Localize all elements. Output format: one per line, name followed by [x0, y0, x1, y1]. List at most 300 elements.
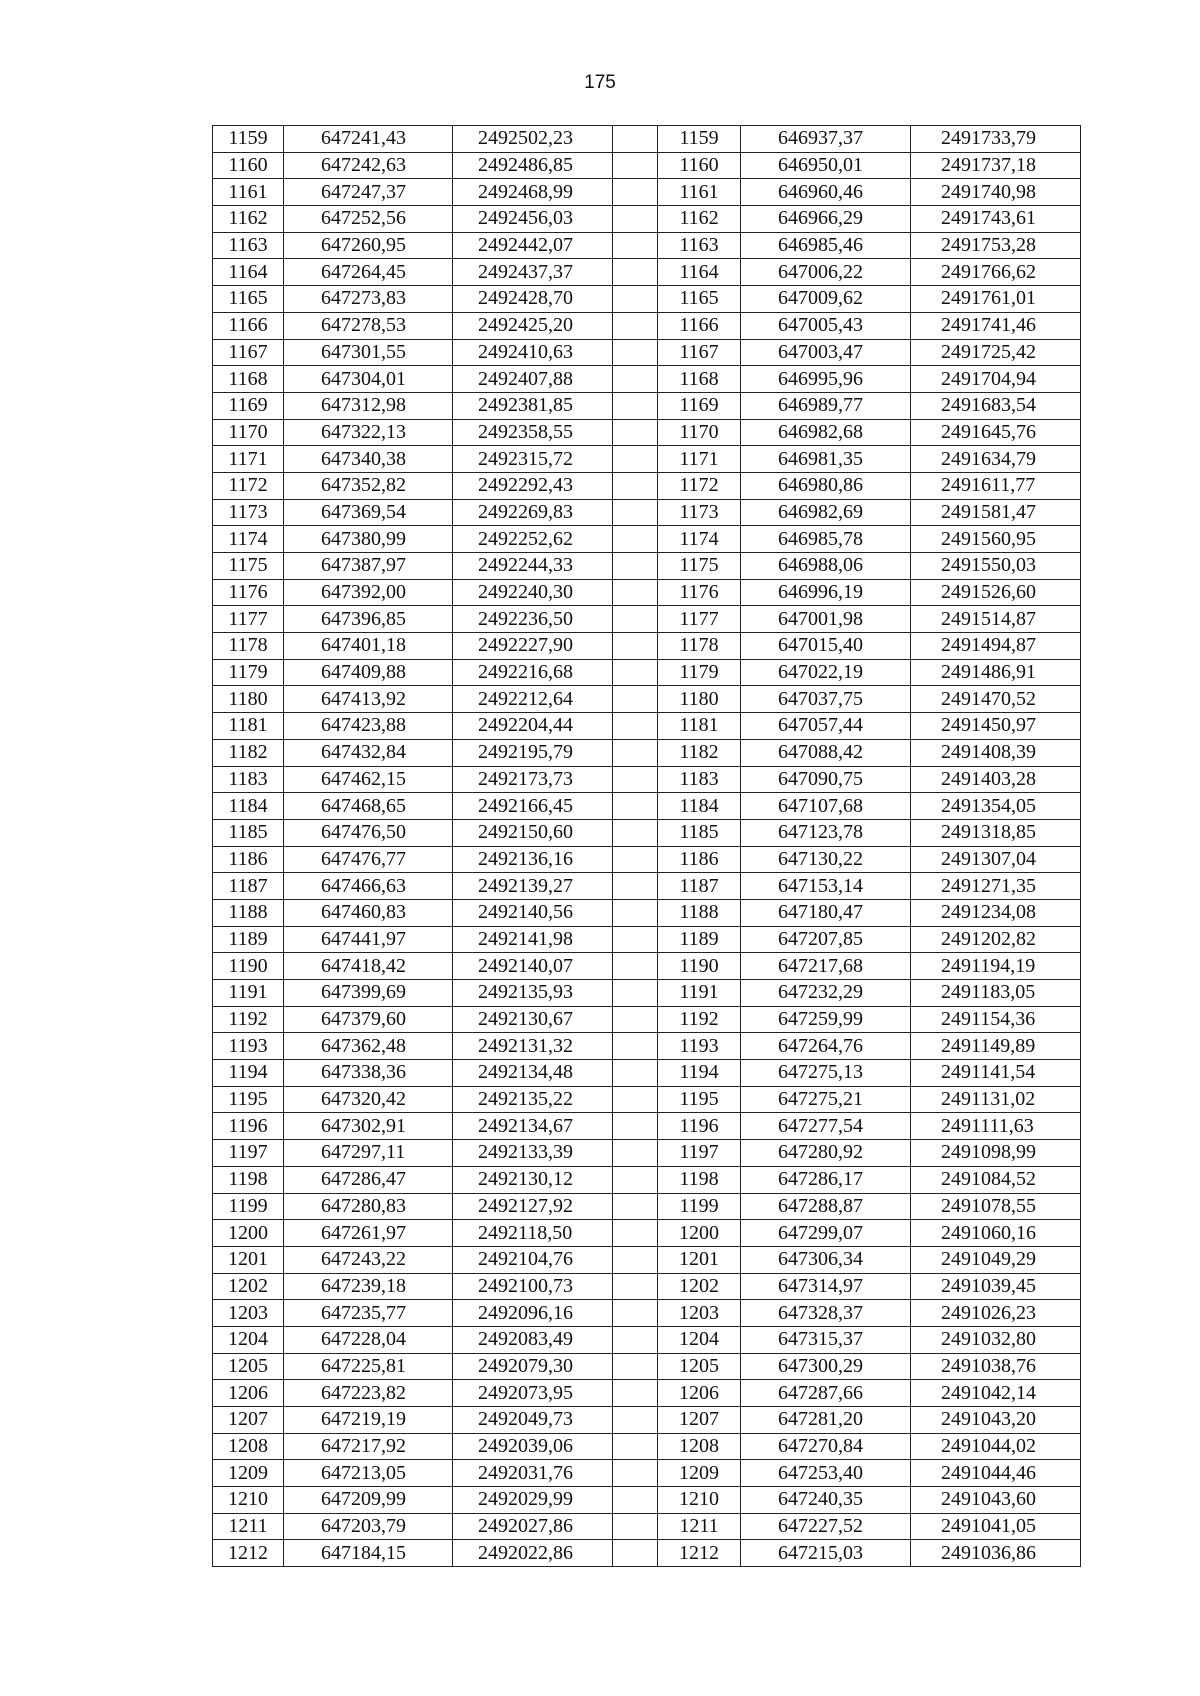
- x-coordinate: 646937,37: [741, 126, 911, 153]
- y-coordinate: 2491634,79: [911, 446, 1081, 473]
- x-coordinate: 647235,77: [284, 1300, 453, 1327]
- table-row: [213, 152, 1081, 179]
- y-coordinate: 2491038,76: [911, 1353, 1081, 1380]
- spacer-cell: [613, 259, 658, 286]
- y-coordinate: 2491039,45: [911, 1273, 1081, 1300]
- spacer-cell: [613, 1513, 658, 1540]
- point-number: 1199: [658, 1193, 741, 1220]
- x-coordinate: 647441,97: [284, 926, 453, 953]
- table-row: [213, 1353, 1081, 1380]
- point-number: 1211: [213, 1513, 284, 1540]
- y-coordinate: 2492022,86: [453, 1540, 613, 1567]
- point-number: 1171: [213, 446, 284, 473]
- point-number: 1205: [213, 1353, 284, 1380]
- table-row: [213, 1060, 1081, 1087]
- table-row: [213, 1220, 1081, 1247]
- table-row: [213, 1540, 1081, 1567]
- x-coordinate: 647278,53: [284, 312, 453, 339]
- table-row: [213, 766, 1081, 793]
- spacer-cell: [613, 1033, 658, 1060]
- table-row: [213, 659, 1081, 686]
- point-number: 1190: [213, 953, 284, 980]
- x-coordinate: 646981,35: [741, 446, 911, 473]
- x-coordinate: 647301,55: [284, 339, 453, 366]
- point-number: 1159: [658, 126, 741, 153]
- x-coordinate: 647270,84: [741, 1433, 911, 1460]
- x-coordinate: 646995,96: [741, 366, 911, 393]
- y-coordinate: 2491032,80: [911, 1326, 1081, 1353]
- point-number: 1179: [213, 659, 284, 686]
- point-number: 1200: [213, 1220, 284, 1247]
- table-row: [213, 553, 1081, 580]
- x-coordinate: 647217,68: [741, 953, 911, 980]
- table-row: [213, 1246, 1081, 1273]
- y-coordinate: 2491044,46: [911, 1460, 1081, 1487]
- x-coordinate: 647275,21: [741, 1086, 911, 1113]
- point-number: 1183: [658, 766, 741, 793]
- coordinates-table: [212, 125, 1081, 1567]
- table-row: [213, 419, 1081, 446]
- point-number: 1171: [658, 446, 741, 473]
- x-coordinate: 646989,77: [741, 392, 911, 419]
- y-coordinate: 2492486,85: [453, 152, 613, 179]
- point-number: 1201: [213, 1246, 284, 1273]
- point-number: 1167: [213, 339, 284, 366]
- point-number: 1179: [658, 659, 741, 686]
- x-coordinate: 647239,18: [284, 1273, 453, 1300]
- point-number: 1178: [658, 633, 741, 660]
- x-coordinate: 647009,62: [741, 286, 911, 313]
- point-number: 1194: [658, 1060, 741, 1087]
- y-coordinate: 2492127,92: [453, 1193, 613, 1220]
- table-row: [213, 1407, 1081, 1434]
- x-coordinate: 647264,45: [284, 259, 453, 286]
- point-number: 1163: [658, 232, 741, 259]
- y-coordinate: 2492027,86: [453, 1513, 613, 1540]
- point-number: 1170: [658, 419, 741, 446]
- y-coordinate: 2491737,18: [911, 152, 1081, 179]
- x-coordinate: 647242,63: [284, 152, 453, 179]
- spacer-cell: [613, 713, 658, 740]
- x-coordinate: 647280,83: [284, 1193, 453, 1220]
- point-number: 1210: [658, 1487, 741, 1514]
- y-coordinate: 2491514,87: [911, 606, 1081, 633]
- y-coordinate: 2491611,77: [911, 472, 1081, 499]
- x-coordinate: 647130,22: [741, 846, 911, 873]
- point-number: 1167: [658, 339, 741, 366]
- table-row: [213, 366, 1081, 393]
- spacer-cell: [613, 126, 658, 153]
- point-number: 1162: [213, 206, 284, 233]
- y-coordinate: 2492130,12: [453, 1166, 613, 1193]
- spacer-cell: [613, 206, 658, 233]
- point-number: 1195: [213, 1086, 284, 1113]
- point-number: 1162: [658, 206, 741, 233]
- table-row: [213, 446, 1081, 473]
- y-coordinate: 2491743,61: [911, 206, 1081, 233]
- point-number: 1205: [658, 1353, 741, 1380]
- point-number: 1209: [658, 1460, 741, 1487]
- table-row: [213, 259, 1081, 286]
- x-coordinate: 647005,43: [741, 312, 911, 339]
- table-row: [213, 232, 1081, 259]
- y-coordinate: 2491740,98: [911, 179, 1081, 206]
- spacer-cell: [613, 953, 658, 980]
- x-coordinate: 647462,15: [284, 766, 453, 793]
- x-coordinate: 647280,92: [741, 1140, 911, 1167]
- x-coordinate: 647320,42: [284, 1086, 453, 1113]
- x-coordinate: 647338,36: [284, 1060, 453, 1087]
- point-number: 1164: [213, 259, 284, 286]
- point-number: 1180: [213, 686, 284, 713]
- table-row: [213, 499, 1081, 526]
- y-coordinate: 2492358,55: [453, 419, 613, 446]
- x-coordinate: 647037,75: [741, 686, 911, 713]
- point-number: 1211: [658, 1513, 741, 1540]
- y-coordinate: 2491084,52: [911, 1166, 1081, 1193]
- point-number: 1189: [213, 926, 284, 953]
- y-coordinate: 2492252,62: [453, 526, 613, 553]
- point-number: 1176: [658, 579, 741, 606]
- point-number: 1202: [213, 1273, 284, 1300]
- point-number: 1173: [658, 499, 741, 526]
- y-coordinate: 2491526,60: [911, 579, 1081, 606]
- y-coordinate: 2491141,54: [911, 1060, 1081, 1087]
- point-number: 1188: [658, 899, 741, 926]
- y-coordinate: 2492104,76: [453, 1246, 613, 1273]
- point-number: 1160: [213, 152, 284, 179]
- y-coordinate: 2492410,63: [453, 339, 613, 366]
- y-coordinate: 2492083,49: [453, 1326, 613, 1353]
- x-coordinate: 647299,07: [741, 1220, 911, 1247]
- y-coordinate: 2492437,37: [453, 259, 613, 286]
- x-coordinate: 647217,92: [284, 1433, 453, 1460]
- x-coordinate: 647240,35: [741, 1487, 911, 1514]
- spacer-cell: [613, 1140, 658, 1167]
- y-coordinate: 2491234,08: [911, 899, 1081, 926]
- x-coordinate: 647227,52: [741, 1513, 911, 1540]
- spacer-cell: [613, 286, 658, 313]
- y-coordinate: 2491486,91: [911, 659, 1081, 686]
- x-coordinate: 646985,46: [741, 232, 911, 259]
- point-number: 1206: [658, 1380, 741, 1407]
- spacer-cell: [613, 1220, 658, 1247]
- point-number: 1180: [658, 686, 741, 713]
- x-coordinate: 647184,15: [284, 1540, 453, 1567]
- x-coordinate: 647088,42: [741, 739, 911, 766]
- table-row: [213, 1513, 1081, 1540]
- point-number: 1176: [213, 579, 284, 606]
- point-number: 1210: [213, 1487, 284, 1514]
- x-coordinate: 647423,88: [284, 713, 453, 740]
- point-number: 1164: [658, 259, 741, 286]
- x-coordinate: 647123,78: [741, 819, 911, 846]
- point-number: 1195: [658, 1086, 741, 1113]
- x-coordinate: 647215,03: [741, 1540, 911, 1567]
- table-row: [213, 686, 1081, 713]
- x-coordinate: 646960,46: [741, 179, 911, 206]
- x-coordinate: 646966,29: [741, 206, 911, 233]
- y-coordinate: 2491733,79: [911, 126, 1081, 153]
- y-coordinate: 2491494,87: [911, 633, 1081, 660]
- x-coordinate: 647399,69: [284, 980, 453, 1007]
- x-coordinate: 647306,34: [741, 1246, 911, 1273]
- y-coordinate: 2491271,35: [911, 873, 1081, 900]
- spacer-cell: [613, 846, 658, 873]
- point-number: 1177: [658, 606, 741, 633]
- y-coordinate: 2492442,07: [453, 232, 613, 259]
- y-coordinate: 2491149,89: [911, 1033, 1081, 1060]
- y-coordinate: 2491403,28: [911, 766, 1081, 793]
- table-row: [213, 579, 1081, 606]
- x-coordinate: 646996,19: [741, 579, 911, 606]
- y-coordinate: 2491581,47: [911, 499, 1081, 526]
- x-coordinate: 647275,13: [741, 1060, 911, 1087]
- y-coordinate: 2492236,50: [453, 606, 613, 633]
- y-coordinate: 2491183,05: [911, 980, 1081, 1007]
- y-coordinate: 2491131,02: [911, 1086, 1081, 1113]
- spacer-cell: [613, 1166, 658, 1193]
- point-number: 1175: [213, 553, 284, 580]
- point-number: 1188: [213, 899, 284, 926]
- x-coordinate: 647302,91: [284, 1113, 453, 1140]
- y-coordinate: 2491318,85: [911, 819, 1081, 846]
- y-coordinate: 2492407,88: [453, 366, 613, 393]
- x-coordinate: 647328,37: [741, 1300, 911, 1327]
- point-number: 1191: [658, 980, 741, 1007]
- point-number: 1206: [213, 1380, 284, 1407]
- point-number: 1196: [213, 1113, 284, 1140]
- point-number: 1198: [213, 1166, 284, 1193]
- x-coordinate: 647203,79: [284, 1513, 453, 1540]
- point-number: 1181: [213, 713, 284, 740]
- x-coordinate: 647409,88: [284, 659, 453, 686]
- point-number: 1172: [213, 472, 284, 499]
- spacer-cell: [613, 446, 658, 473]
- point-number: 1182: [658, 739, 741, 766]
- table-row: [213, 1166, 1081, 1193]
- point-number: 1174: [658, 526, 741, 553]
- x-coordinate: 647300,29: [741, 1353, 911, 1380]
- y-coordinate: 2492135,93: [453, 980, 613, 1007]
- point-number: 1185: [213, 819, 284, 846]
- y-coordinate: 2492131,32: [453, 1033, 613, 1060]
- y-coordinate: 2491408,39: [911, 739, 1081, 766]
- x-coordinate: 647264,76: [741, 1033, 911, 1060]
- table-row: [213, 899, 1081, 926]
- point-number: 1204: [213, 1326, 284, 1353]
- table-row: [213, 1326, 1081, 1353]
- y-coordinate: 2492212,64: [453, 686, 613, 713]
- y-coordinate: 2492425,20: [453, 312, 613, 339]
- y-coordinate: 2491645,76: [911, 419, 1081, 446]
- y-coordinate: 2492073,95: [453, 1380, 613, 1407]
- spacer-cell: [613, 1300, 658, 1327]
- x-coordinate: 647225,81: [284, 1353, 453, 1380]
- y-coordinate: 2491026,23: [911, 1300, 1081, 1327]
- table-row: [213, 392, 1081, 419]
- x-coordinate: 647253,40: [741, 1460, 911, 1487]
- y-coordinate: 2491154,36: [911, 1006, 1081, 1033]
- x-coordinate: 647297,11: [284, 1140, 453, 1167]
- spacer-cell: [613, 499, 658, 526]
- coordinates-table-body: [213, 126, 1081, 1567]
- spacer-cell: [613, 1380, 658, 1407]
- spacer-cell: [613, 1193, 658, 1220]
- point-number: 1166: [658, 312, 741, 339]
- x-coordinate: 647418,42: [284, 953, 453, 980]
- spacer-cell: [613, 1407, 658, 1434]
- point-number: 1201: [658, 1246, 741, 1273]
- spacer-cell: [613, 659, 658, 686]
- point-number: 1168: [213, 366, 284, 393]
- x-coordinate: 647352,82: [284, 472, 453, 499]
- point-number: 1184: [213, 793, 284, 820]
- table-row: [213, 1433, 1081, 1460]
- x-coordinate: 647261,97: [284, 1220, 453, 1247]
- spacer-cell: [613, 606, 658, 633]
- table-row: [213, 819, 1081, 846]
- x-coordinate: 647228,04: [284, 1326, 453, 1353]
- y-coordinate: 2492428,70: [453, 286, 613, 313]
- x-coordinate: 647413,92: [284, 686, 453, 713]
- x-coordinate: 646988,06: [741, 553, 911, 580]
- table-row: [213, 526, 1081, 553]
- spacer-cell: [613, 633, 658, 660]
- point-number: 1198: [658, 1166, 741, 1193]
- x-coordinate: 647241,43: [284, 126, 453, 153]
- y-coordinate: 2491043,20: [911, 1407, 1081, 1434]
- x-coordinate: 647223,82: [284, 1380, 453, 1407]
- point-number: 1173: [213, 499, 284, 526]
- x-coordinate: 647476,50: [284, 819, 453, 846]
- x-coordinate: 647006,22: [741, 259, 911, 286]
- table-row: [213, 793, 1081, 820]
- y-coordinate: 2491049,29: [911, 1246, 1081, 1273]
- table-row: [213, 1086, 1081, 1113]
- point-number: 1199: [213, 1193, 284, 1220]
- spacer-cell: [613, 1326, 658, 1353]
- spacer-cell: [613, 472, 658, 499]
- spacer-cell: [613, 152, 658, 179]
- spacer-cell: [613, 366, 658, 393]
- x-coordinate: 646950,01: [741, 152, 911, 179]
- point-number: 1192: [213, 1006, 284, 1033]
- table-row: [213, 1487, 1081, 1514]
- y-coordinate: 2492130,67: [453, 1006, 613, 1033]
- y-coordinate: 2491550,03: [911, 553, 1081, 580]
- spacer-cell: [613, 1353, 658, 1380]
- spacer-cell: [613, 1006, 658, 1033]
- x-coordinate: 647315,37: [741, 1326, 911, 1353]
- x-coordinate: 647286,17: [741, 1166, 911, 1193]
- x-coordinate: 647001,98: [741, 606, 911, 633]
- point-number: 1160: [658, 152, 741, 179]
- y-coordinate: 2492096,16: [453, 1300, 613, 1327]
- x-coordinate: 647260,95: [284, 232, 453, 259]
- point-number: 1186: [658, 846, 741, 873]
- spacer-cell: [613, 873, 658, 900]
- point-number: 1170: [213, 419, 284, 446]
- y-coordinate: 2492031,76: [453, 1460, 613, 1487]
- point-number: 1203: [213, 1300, 284, 1327]
- y-coordinate: 2491683,54: [911, 392, 1081, 419]
- point-number: 1208: [213, 1433, 284, 1460]
- x-coordinate: 647340,38: [284, 446, 453, 473]
- spacer-cell: [613, 793, 658, 820]
- table-row: [213, 312, 1081, 339]
- point-number: 1200: [658, 1220, 741, 1247]
- point-number: 1165: [658, 286, 741, 313]
- table-row: [213, 286, 1081, 313]
- x-coordinate: 647259,99: [741, 1006, 911, 1033]
- x-coordinate: 646982,68: [741, 419, 911, 446]
- x-coordinate: 647180,47: [741, 899, 911, 926]
- spacer-cell: [613, 1060, 658, 1087]
- y-coordinate: 2491354,05: [911, 793, 1081, 820]
- spacer-cell: [613, 392, 658, 419]
- spacer-cell: [613, 339, 658, 366]
- point-number: 1181: [658, 713, 741, 740]
- table-row: [213, 739, 1081, 766]
- y-coordinate: 2492456,03: [453, 206, 613, 233]
- point-number: 1174: [213, 526, 284, 553]
- y-coordinate: 2492029,99: [453, 1487, 613, 1514]
- y-coordinate: 2492049,73: [453, 1407, 613, 1434]
- y-coordinate: 2492468,99: [453, 179, 613, 206]
- y-coordinate: 2492166,45: [453, 793, 613, 820]
- y-coordinate: 2492240,30: [453, 579, 613, 606]
- spacer-cell: [613, 526, 658, 553]
- point-number: 1187: [658, 873, 741, 900]
- table-row: [213, 1006, 1081, 1033]
- spacer-cell: [613, 1246, 658, 1273]
- page-number: 175: [584, 72, 616, 93]
- point-number: 1194: [213, 1060, 284, 1087]
- table-row: [213, 1033, 1081, 1060]
- y-coordinate: 2492269,83: [453, 499, 613, 526]
- y-coordinate: 2491042,14: [911, 1380, 1081, 1407]
- x-coordinate: 647460,83: [284, 899, 453, 926]
- point-number: 1203: [658, 1300, 741, 1327]
- point-number: 1166: [213, 312, 284, 339]
- y-coordinate: 2492502,23: [453, 126, 613, 153]
- y-coordinate: 2492139,27: [453, 873, 613, 900]
- point-number: 1165: [213, 286, 284, 313]
- x-coordinate: 647243,22: [284, 1246, 453, 1273]
- y-coordinate: 2492136,16: [453, 846, 613, 873]
- table-row: [213, 713, 1081, 740]
- y-coordinate: 2491725,42: [911, 339, 1081, 366]
- y-coordinate: 2492381,85: [453, 392, 613, 419]
- y-coordinate: 2492135,22: [453, 1086, 613, 1113]
- spacer-cell: [613, 553, 658, 580]
- point-number: 1169: [658, 392, 741, 419]
- y-coordinate: 2491098,99: [911, 1140, 1081, 1167]
- x-coordinate: 647107,68: [741, 793, 911, 820]
- x-coordinate: 647015,40: [741, 633, 911, 660]
- table-row: [213, 980, 1081, 1007]
- x-coordinate: 647312,98: [284, 392, 453, 419]
- x-coordinate: 647401,18: [284, 633, 453, 660]
- spacer-cell: [613, 1113, 658, 1140]
- point-number: 1207: [213, 1407, 284, 1434]
- y-coordinate: 2491307,04: [911, 846, 1081, 873]
- x-coordinate: 647273,83: [284, 286, 453, 313]
- x-coordinate: 647392,00: [284, 579, 453, 606]
- x-coordinate: 647288,87: [741, 1193, 911, 1220]
- point-number: 1169: [213, 392, 284, 419]
